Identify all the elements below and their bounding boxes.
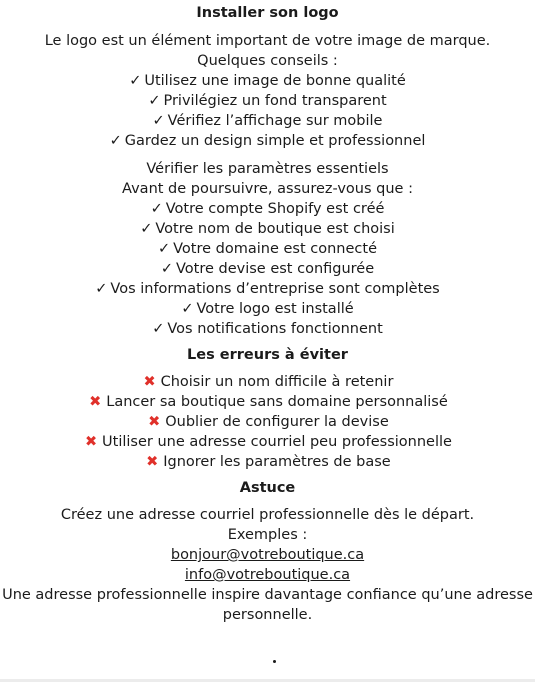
error-item [0,412,535,432]
logo-tip-text: Privilégiez un fond transparent [163,93,387,109]
settings-item-text: Votre devise est configurée [175,261,375,277]
error-item [0,452,535,472]
tip-text: Créez une adresse courriel professionnelle dès le départ. [60,507,475,523]
error-item-text: Oublier de configurer la devise [165,414,389,430]
settings-item [0,299,535,319]
settings-item-text: Vos informations d’entreprise sont complètes [110,281,440,297]
settings-item-text: Votre nom de boutique est choisi [155,221,395,237]
email-link-info[interactable]: info@votreboutique.ca [184,567,351,583]
error-item [0,392,535,412]
cross-mark-icon: ✖ [89,394,102,410]
settings-item-text: Votre domaine est connecté [173,241,377,257]
check-icon: ✓ [148,93,161,109]
settings-item [0,219,535,239]
error-item [0,432,535,452]
example-email-item [0,545,535,565]
error-item-text: Utiliser une adresse courriel peu professionnelle [102,434,452,450]
error-item-text: Ignorer les paramètres de base [163,454,391,470]
cross-mark-icon: ✖ [148,414,161,430]
settings-item-text: Vos notifications fonctionnent [167,321,383,337]
errors-section-heading: Les erreurs à éviter [187,347,348,363]
check-icon: ✓ [152,113,165,129]
check-icon: ✓ [129,73,142,89]
check-icon: ✓ [95,281,108,297]
check-icon: ✓ [140,221,153,237]
cross-mark-icon: ✖ [84,434,98,450]
error-item-text: Choisir un nom difficile à retenir [160,374,394,390]
cross-mark-icon: ✖ [146,454,159,470]
tip-closing-text: Une adresse professionnelle inspire davantage confiance qu’une adresse personnelle. [2,587,533,623]
check-icon: ✓ [150,201,163,217]
check-icon: ✓ [152,321,165,337]
logo-tip-text: Utilisez une image de bonne qualité [144,73,406,89]
cross-mark-icon: ✖ [143,374,156,390]
settings-item [0,199,535,219]
logo-tip-text: Gardez un design simple et professionnel [124,133,426,149]
footer-dot [273,660,276,663]
check-icon: ✓ [157,241,171,257]
logo-tip-item [0,131,535,151]
settings-item [0,319,535,339]
logo-tip-text: Vérifiez l’affichage sur mobile [167,113,383,129]
check-icon: ✓ [181,301,194,317]
settings-item-text: Votre logo est installé [196,301,354,317]
settings-item [0,279,535,299]
settings-intro: Avant de poursuivre, assurez-vous que : [122,181,413,197]
tip-examples-label: Exemples : [227,527,308,543]
logo-intro-text: Le logo est un élément important de votre image de marque. [44,33,491,49]
logo-tip-item [0,71,535,91]
settings-item-text: Votre compte Shopify est créé [165,201,385,217]
check-icon: ✓ [160,261,173,277]
email-link-bonjour[interactable]: bonjour@votreboutique.ca [170,547,365,563]
logo-tips-label: Quelques conseils : [197,53,338,69]
error-item [0,372,535,392]
example-email-item [0,565,535,585]
logo-section-heading: Installer son logo [196,5,339,21]
logo-tip-item [0,91,535,111]
tip-section-heading: Astuce [239,480,296,496]
logo-tip-item [0,111,535,131]
settings-title: Vérifier les paramètres essentiels [146,161,389,177]
settings-item [0,259,535,279]
error-item-text: Lancer sa boutique sans domaine personnalisé [106,394,448,410]
check-icon: ✓ [109,133,122,149]
settings-item [0,239,535,259]
